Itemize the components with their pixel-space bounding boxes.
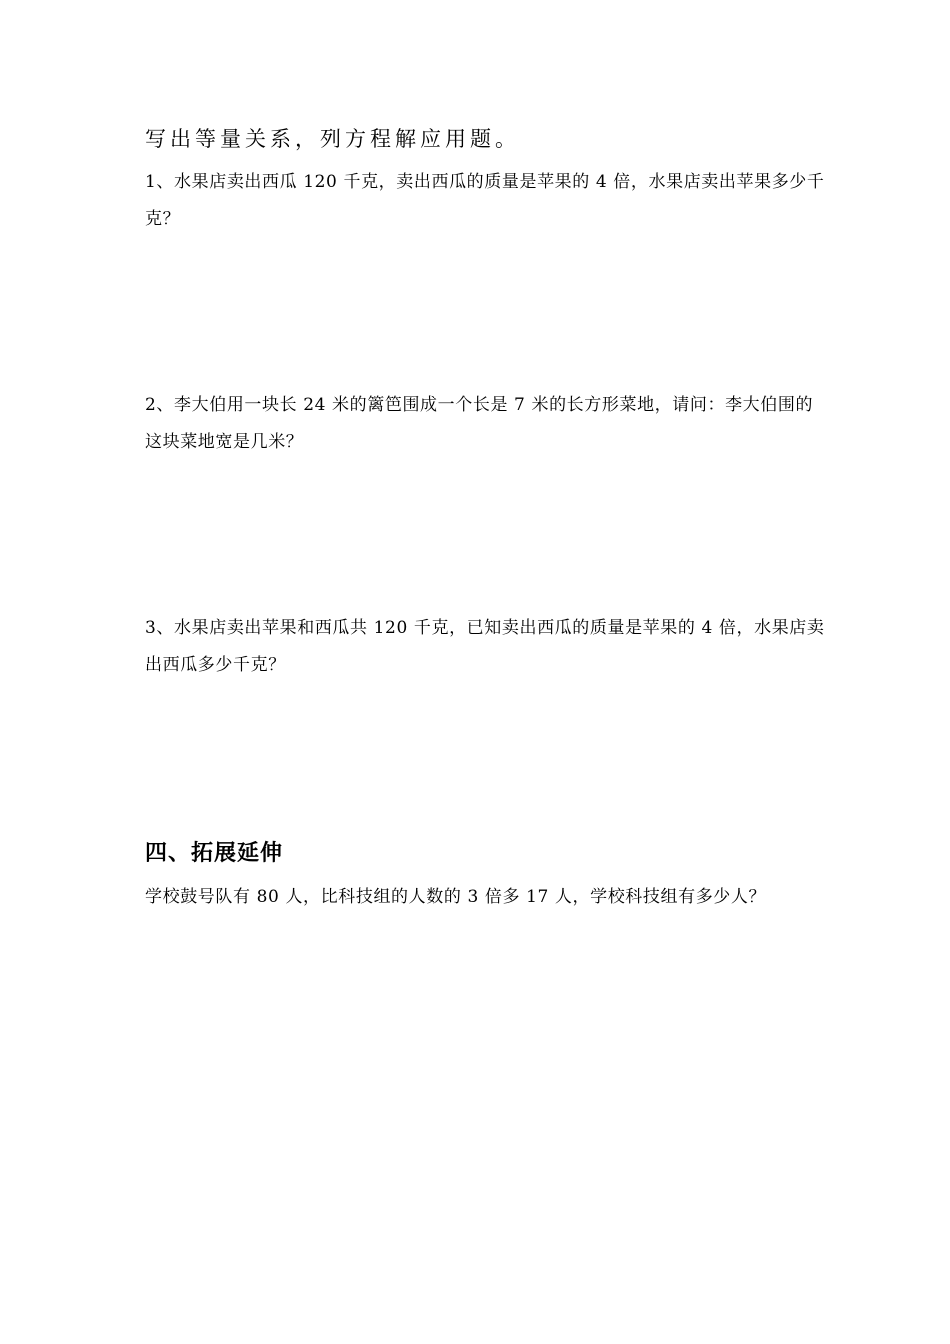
problem-1: 1、水果店卖出西瓜 120 千克，卖出西瓜的质量是苹果的 4 倍，水果店卖出苹果多少千克？ [145, 172, 825, 229]
problem-2: 2、李大伯用一块长 24 米的篱笆围成一个长是 7 米的长方形菜地，请问：李大伯围的这块菜地宽是几米？ [145, 395, 814, 452]
problem-3: 3、水果店卖出苹果和西瓜共 120 千克，已知卖出西瓜的质量是苹果的 4 倍，水果店卖出西瓜多少千克？ [145, 618, 825, 675]
extension-problem: 学校鼓号队有 80 人，比科技组的人数的 3 倍多 17 人，学校科技组有多少人？ [145, 887, 767, 907]
section-heading: 写出等量关系，列方程解应用题。 [145, 127, 520, 151]
chapter-heading: 四、拓展延伸 [145, 841, 284, 866]
